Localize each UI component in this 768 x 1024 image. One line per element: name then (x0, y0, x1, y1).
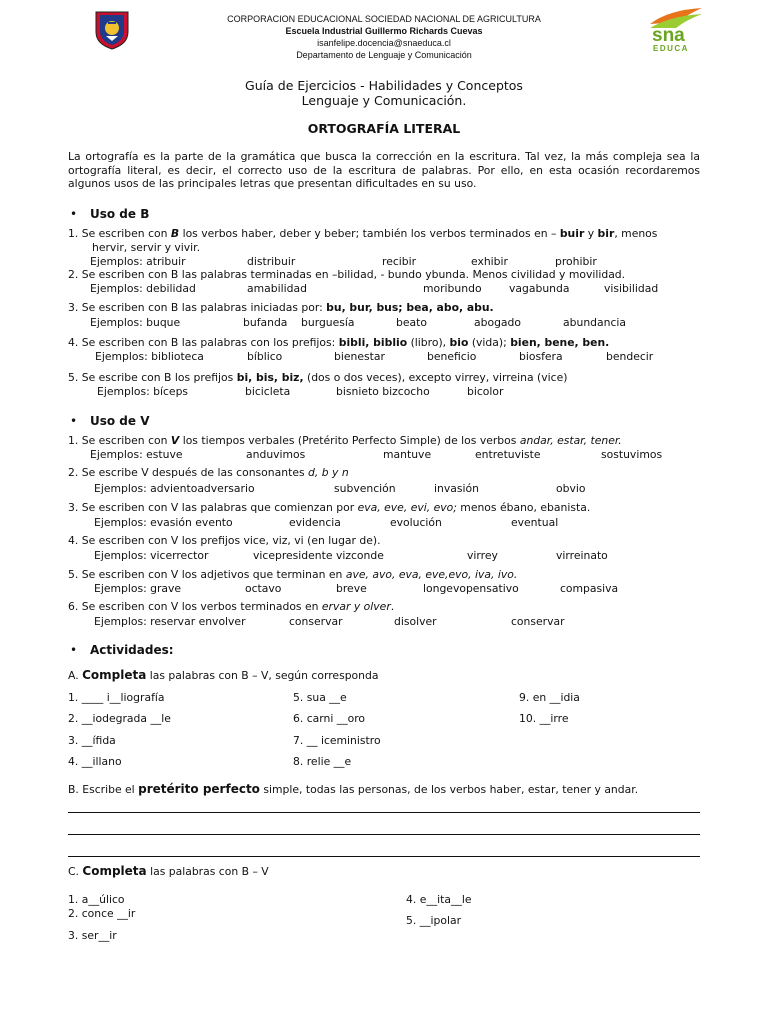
rule-b-5 (68, 371, 567, 384)
example-b-3-1: bufanda (243, 316, 288, 329)
rule-b-4-text: 4. Se escriben con B las palabras con los prefijos: (68, 336, 339, 349)
example-v-6-0: Ejemplos: reservar envolver (94, 615, 246, 628)
example-b-2-3: vagabunda (509, 282, 570, 295)
example-v-5-3: longevopensativo (423, 582, 519, 595)
example-v-5-0: Ejemplos: grave (94, 582, 182, 595)
example-v-2-0: Ejemplos: advientoadversario (94, 482, 255, 495)
rule-v-4: 4. Se escriben con V los prefijos vice, viz, vi (en lugar de). (68, 534, 381, 547)
sna-educa-logo (648, 6, 704, 54)
example-v-4-3: virreinato (556, 549, 608, 562)
rule-v-1-text: 1. Se escriben con (68, 434, 171, 447)
rule-b-5-bold: bi, bis, biz, (236, 371, 304, 384)
example-b-1-3: exhibir (471, 255, 508, 268)
rule-v-2 (68, 466, 349, 479)
activity-a-instructions (68, 668, 378, 682)
example-b-1-1: distribuir (247, 255, 296, 268)
activity-c-item[interactable]: 2. conce __ir (68, 907, 136, 920)
rule-b-2: 2. Se escriben con B las palabras terminadas en –bilidad, - bundo ybunda. Menos civilidad y movilidad. (68, 268, 626, 281)
example-v-6-2: disolver (394, 615, 437, 628)
rule-b-1-bold2: bir (597, 227, 615, 240)
activity-b-instructions (68, 782, 638, 796)
rule-b-4-text3: (vida); (468, 336, 511, 349)
example-v-1-3: entretuviste (475, 448, 541, 461)
answer-line[interactable] (68, 834, 700, 835)
example-b-5-1: bicicleta (245, 385, 291, 398)
answer-line[interactable] (68, 812, 700, 813)
rule-v-1-text2: los tiempos verbales (Pretérito Perfecto Simple) de los verbos (179, 434, 520, 447)
rule-b-5-text2: (dos o dos veces), excepto virrey, virreina (vice) (303, 371, 568, 384)
activity-a-item[interactable]: 4. __illano (68, 755, 122, 768)
example-v-6-1: conservar (289, 615, 343, 628)
activity-c-item[interactable]: 1. a__úlico (68, 893, 125, 906)
activity-c-instructions (68, 864, 269, 878)
example-b-3-5: abundancia (563, 316, 627, 329)
example-v-2-3: obvio (556, 482, 586, 495)
rule-b-4 (68, 336, 609, 349)
example-b-2-0: Ejemplos: debilidad (90, 282, 196, 295)
rule-b-1-exceptions: hervir, servir y vivir. (92, 241, 201, 254)
rule-b-3 (68, 301, 494, 314)
example-b-1-2: recibir (382, 255, 417, 268)
activity-a-item[interactable]: 3. __ífida (68, 734, 116, 747)
activity-a-item[interactable]: 8. relie __e (293, 755, 352, 768)
example-b-3-4: abogado (474, 316, 522, 329)
rule-v-5-endings: ave, avo, eva, eve,evo, iva, ivo. (345, 568, 518, 581)
rule-v-3-text2: menos ébano, ebanista. (456, 501, 591, 514)
example-b-3-2: burguesía (301, 316, 355, 329)
sna-logo-text: sna (652, 25, 685, 46)
example-v-1-1: anduvimos (246, 448, 306, 461)
rule-v-1 (68, 434, 622, 447)
rule-b-1-and: y (584, 227, 598, 240)
example-v-3-0: Ejemplos: evasión evento (94, 516, 233, 529)
example-b-1-0: Ejemplos: atribuir (90, 255, 186, 268)
example-v-2-2: invasión (434, 482, 479, 495)
bullet-actividades: • (70, 643, 78, 657)
header-email: isanfelipe.docencia@snaeduca.cl (317, 38, 451, 48)
rule-v-6-text: 6. Se escriben con V los verbos terminados en (68, 600, 322, 613)
rule-b-4-text2: (libro), (407, 336, 450, 349)
bullet-uso-v: • (70, 414, 78, 428)
rule-b-1-letter: B (170, 227, 180, 240)
activity-a-item[interactable]: 9. en __idia (519, 691, 580, 704)
rule-b-5-text: 5. Se escribe con B los prefijos (68, 371, 237, 384)
example-v-5-4: compasiva (560, 582, 619, 595)
subject-title: Lenguaje y Comunicación. (301, 93, 467, 108)
activity-c-rest: las palabras con B – V (146, 865, 269, 878)
example-b-4-3: beneficio (427, 350, 477, 363)
example-b-3-0: Ejemplos: buque (90, 316, 181, 329)
example-b-1-4: prohibir (555, 255, 597, 268)
guide-title: Guía de Ejercicios - Habilidades y Conceptos (245, 78, 523, 93)
activity-a-item[interactable]: 1. ____ i__liografía (68, 691, 165, 704)
rule-b-1-menos: , menos (614, 227, 658, 240)
activity-c-item[interactable]: 4. e__ita__le (406, 893, 472, 906)
example-b-4-1: bíblico (247, 350, 283, 363)
rule-v-1-verbs: andar, estar, tener. (519, 434, 622, 447)
rule-v-6-period: . (390, 600, 395, 613)
header-corporation: CORPORACION EDUCACIONAL SOCIEDAD NACIONAL DE AGRICULTURA (227, 14, 541, 24)
rule-v-6-endings: ervar y olver (321, 600, 391, 613)
activity-a-bold: Completa (82, 668, 147, 682)
school-crest-logo (92, 10, 132, 50)
rule-v-2-consonants: d, b y n (308, 466, 349, 479)
activity-a-item[interactable]: 7. __ iceministro (293, 734, 381, 747)
heading-uso-v: Uso de V (90, 414, 150, 428)
example-b-4-0: Ejemplos: biblioteca (95, 350, 204, 363)
activity-a-item[interactable]: 6. carni __oro (293, 712, 366, 725)
example-v-1-2: mantuve (383, 448, 432, 461)
example-v-6-3: conservar (511, 615, 565, 628)
activity-c-item[interactable]: 3. ser__ir (68, 929, 117, 942)
rule-v-3-text: 3. Se escriben con V las palabras que comienzan por (68, 501, 358, 514)
example-b-2-4: visibilidad (604, 282, 659, 295)
intro-paragraph: La ortografía es la parte de la gramática que busca la corrección en la escritura. Tal vez, la más compleja sea la ortografía literal, es decir, el correcto uso de la escritura de palabras. Por ello, en esta ocasión recordaremos algunos usos de las principales letras que presentan dificultades en su uso. (68, 150, 700, 190)
example-b-4-2: bienestar (334, 350, 385, 363)
example-v-2-1: subvención (334, 482, 396, 495)
example-v-1-4: sostuvimos (601, 448, 663, 461)
example-b-5-3: bicolor (467, 385, 504, 398)
sna-logo-subtext: EDUCA (653, 44, 689, 53)
example-v-4-2: virrey (467, 549, 498, 562)
bullet-uso-b: • (70, 207, 78, 221)
example-v-4-0: Ejemplos: vicerrector (94, 549, 209, 562)
example-b-2-1: amabilidad (247, 282, 307, 295)
activity-c-letter: C. (68, 865, 83, 878)
activity-b-letter: B. Escribe el (68, 783, 139, 796)
crest-icon (92, 10, 132, 50)
example-b-4-4: biosfera (519, 350, 563, 363)
example-b-5-2: bisnieto bizcocho (336, 385, 430, 398)
example-v-3-1: evidencia (289, 516, 341, 529)
rule-v-6 (68, 600, 394, 613)
rule-v-1-letter: V (170, 434, 180, 447)
activity-a-item[interactable]: 10. __irre (519, 712, 569, 725)
rule-v-3 (68, 501, 590, 514)
activity-c-item[interactable]: 5. __ipolar (406, 914, 462, 927)
answer-line[interactable] (68, 856, 700, 857)
activity-a-letter: A. (68, 669, 83, 682)
main-title: ORTOGRAFÍA LITERAL (307, 121, 461, 136)
example-v-3-3: eventual (511, 516, 559, 529)
rule-b-4-bold1: bibli, biblio (338, 336, 408, 349)
activity-c-bold: Completa (82, 864, 147, 878)
rule-b-1 (68, 227, 657, 240)
example-v-5-2: breve (336, 582, 367, 595)
rule-v-5 (68, 568, 517, 581)
rule-b-4-bold2: bio (449, 336, 469, 349)
example-v-5-1: octavo (245, 582, 282, 595)
rule-v-3-prefixes: eva, eve, evi, evo; (357, 501, 457, 514)
example-b-4-5: bendecir (606, 350, 654, 363)
example-v-4-1: vicepresidente vizconde (253, 549, 384, 562)
example-v-1-0: Ejemplos: estuve (90, 448, 183, 461)
example-b-2-2: moribundo (423, 282, 482, 295)
example-v-3-2: evolución (390, 516, 442, 529)
heading-actividades: Actividades: (90, 643, 174, 657)
activity-a-rest: las palabras con B – V, según corresponda (146, 669, 379, 682)
rule-b-1-bold1: buir (559, 227, 585, 240)
rule-b-3-text: 3. Se escriben con B las palabras iniciadas por: (68, 301, 327, 314)
activity-a-item[interactable]: 5. sua __e (293, 691, 347, 704)
rule-b-1-text: 1. Se escriben con (68, 227, 171, 240)
rule-b-1-text2: los verbos haber, deber y beber; también los verbos terminados en – (179, 227, 560, 240)
activity-b-bold: pretérito perfecto (138, 782, 260, 796)
rule-v-5-text: 5. Se escriben con V los adjetivos que terminan en (68, 568, 346, 581)
heading-uso-b: Uso de B (90, 207, 150, 221)
example-b-3-3: beato (396, 316, 427, 329)
example-b-5-0: Ejemplos: bíceps (97, 385, 189, 398)
activity-a-item[interactable]: 2. __iodegrada __le (68, 712, 171, 725)
rule-v-2-text: 2. Se escribe V después de las consonantes (68, 466, 309, 479)
rule-b-3-bold: bu, bur, bus; bea, abo, abu. (326, 301, 494, 314)
header-department: Departamento de Lenguaje y Comunicación (296, 50, 472, 60)
header-school: Escuela Industrial Guillermo Richards Cuevas (285, 26, 483, 36)
activity-b-rest: simple, todas las personas, de los verbos haber, estar, tener y andar. (259, 783, 639, 796)
rule-b-4-bold3: bien, bene, ben. (510, 336, 610, 349)
